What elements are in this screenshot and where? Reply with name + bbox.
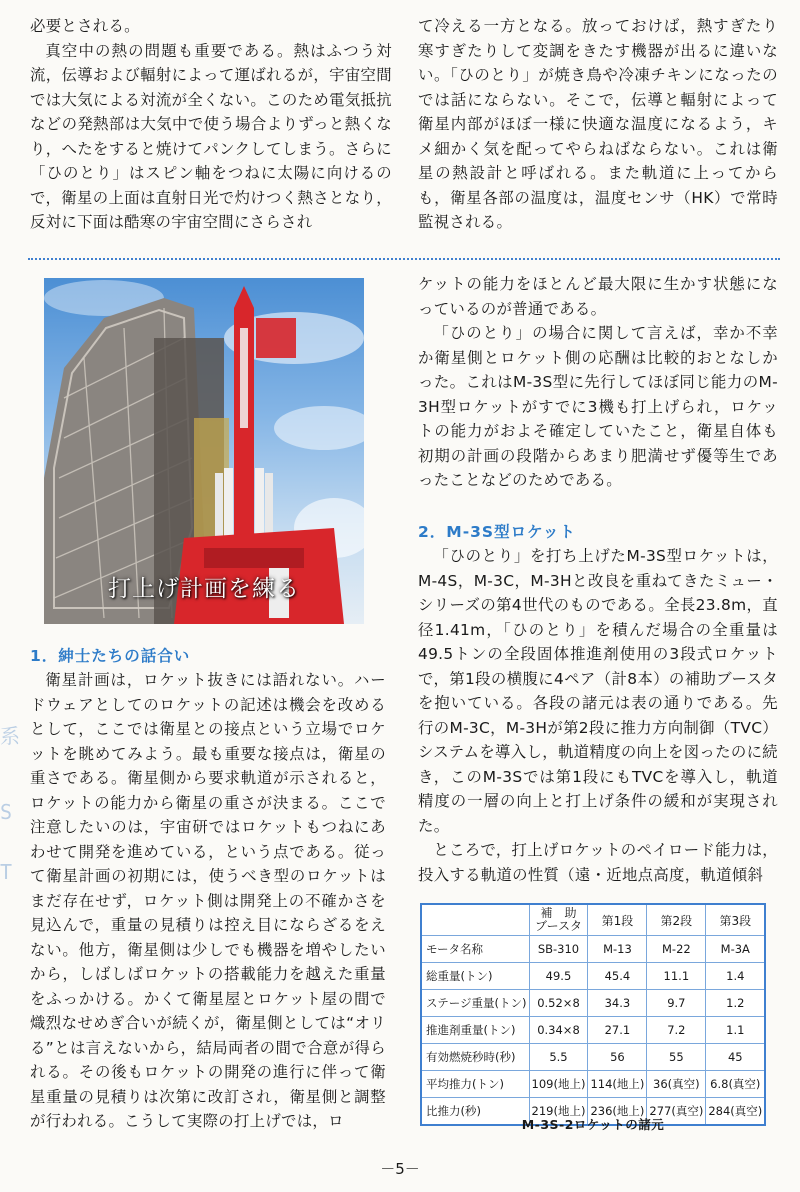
table-row	[421, 1071, 765, 1098]
paragraph: ところで，打上げロケットのペイロード能力は，投入する軌道の性質（遠・近地点高度，軌道傾斜	[418, 841, 778, 884]
table-header-row	[421, 904, 765, 936]
table-cell: 56	[588, 1044, 647, 1071]
table-cell: 36(真空)	[647, 1071, 706, 1098]
table-cell: SB-310	[529, 936, 588, 963]
section1-heading: 1．紳士たちの話合い	[30, 647, 191, 665]
launch-photo	[44, 278, 364, 624]
table-row	[421, 1017, 765, 1044]
table-cell: 7.2	[647, 1017, 706, 1044]
margin-stamp: S	[0, 800, 13, 824]
photo-caption: 打上げ計画を練る	[108, 576, 300, 602]
table-cell: 5.5	[529, 1044, 588, 1071]
table-row-label: モータ名称	[421, 936, 529, 963]
table-cell: 277(真空)	[647, 1098, 706, 1126]
table-cell: 45.4	[588, 963, 647, 990]
table-cell: M-13	[588, 936, 647, 963]
paragraph: 真空中の熱の問題も重要である。熱はふつう対流，伝導および輻射によって運ばれるが，宇宙空間では大気による対流が全くない。このため電気抵抗などの発熱部は大気中で使う場合よりずっと熱くなり，へたをすると焼けてパンクしてしまう。さらに「ひのとり」はスピン軸をつねに太陽に向けるので，衛星の上面は直射日光で灼けつく熱さとなり，反対に下面は酷寒の宇宙空間にさらされ	[30, 41, 392, 231]
table-header	[421, 904, 529, 936]
table-row	[421, 990, 765, 1017]
table-cell: 34.3	[588, 990, 647, 1017]
table-caption: M-3S-2ロケットの諸元	[521, 1117, 665, 1132]
table-row	[421, 1044, 765, 1071]
table-row-label: 総重量(トン)	[421, 963, 529, 990]
paragraph: ケットの能力をほとんど最大限に生かす状態になっているのが普通である。	[418, 275, 778, 318]
table-cell: 0.34×8	[529, 1017, 588, 1044]
dotted-divider	[28, 258, 780, 260]
table-cell: 114(地上)	[588, 1071, 647, 1098]
table-cell: 1.1	[706, 1017, 765, 1044]
table-cell: M-22	[647, 936, 706, 963]
table-row	[421, 936, 765, 963]
page-number: －5－	[380, 1160, 420, 1178]
table-cell: 55	[647, 1044, 706, 1071]
table-header: 第2段	[647, 904, 706, 936]
table-header: 第1段	[588, 904, 647, 936]
table-cell: 109(地上)	[529, 1071, 588, 1098]
paragraph: 「ひのとり」の場合に関して言えば，幸か不幸か衛星側とロケット側の応酬は比較的おとなしかった。これはM-3S型に先行してほぼ同じ能力のM-3H型ロケットがすでに3機も打上げられ，ロケットの能力がおよそ確定していたこと，衛星自体も初期の計画の段階からあまり肥満せず優等生であったことなどのためである。	[418, 324, 778, 489]
table-row-label: 推進剤重量(トン)	[421, 1017, 529, 1044]
table-cell: 1.4	[706, 963, 765, 990]
table-cell: 0.52×8	[529, 990, 588, 1017]
table-row-label: 比推力(秒)	[421, 1098, 529, 1126]
margin-stamp: T	[0, 860, 13, 884]
table-cell: M-3A	[706, 936, 765, 963]
table-header: 第3段	[706, 904, 765, 936]
paragraph: 「ひのとり」を打ち上げたM-3S型ロケットは，M-4S，M-3C，M-3Hと改良を重ねてきたミュー・シリーズの第4世代のものである。全長23.8m，直径1.41m，「ひのとり」を積んだ場合の全重量は49.5トンの全段固体推進剤使用の3段式ロケットで，第1段の横腹に4ペア（計8本）の補助ブースタを抱いている。各段の諸元は表の通りである。先行のM-3C，M-3Hが第2段に推力方向制御（TVC）システムを導入し，軌道精度の向上を図ったのに続き，このM-3Sでは第1段にもTVCを導入し，軌道精度の一層の向上と打上げ条件の緩和が実現された。	[418, 547, 778, 835]
table-cell: 9.7	[647, 990, 706, 1017]
table-row-label: ステージ重量(トン)	[421, 990, 529, 1017]
table-cell: 45	[706, 1044, 765, 1071]
table-cell: 11.1	[647, 963, 706, 990]
right-upper-column	[418, 272, 778, 493]
top-left-column	[30, 14, 392, 235]
table-cell: 1.2	[706, 990, 765, 1017]
section2-body	[418, 544, 778, 887]
paragraph: 必要とされる。	[30, 17, 140, 35]
table-header: 補 助 ブースタ	[529, 904, 588, 936]
paragraph: 衛星計画は，ロケット抜きには語れない。ハードウェアとしてのロケットの記述は機会を改めるとして，ここでは衛星との接点という立場でロケットを眺めてみよう。最も重要な接点は，衛星の重さである。衛星側から要求軌道が示されると，ロケットの能力から衛星の重さが決まる。ここで注意したいのは，宇宙研ではロケットもつねにあわせて開発を進めている，という点である。従って衛星計画の初期には，使うべき型のロケットはまだ存在せず，ロケット側は開発上の不確かさを見込んで，重量の見積りは控え目にならざるをえない。他方，衛星側は少しでも機器を増やしたいから，しばしばロケットの搭載能力を越えた重量をふっかける。かくて衛星屋とロケット屋の間で熾烈なせめぎ合いが続くが，衛星側としては“オリる”とは言えないから，結局両者の間で合意が得られる。その後もロケットの開発の進行に伴って衛星重量の見積りは次第に改訂され，衛星側と調整が行われる。こうして実際の打上げでは，ロ	[30, 671, 386, 1130]
table-row	[421, 963, 765, 990]
table-row-label: 有効燃焼秒時(秒)	[421, 1044, 529, 1071]
section2-heading: 2．M-3S型ロケット	[418, 523, 576, 541]
table-cell: 236(地上)	[588, 1098, 647, 1126]
table-cell: 219(地上)	[529, 1098, 588, 1126]
table-cell: 284(真空)	[706, 1098, 765, 1126]
table-row-label: 平均推力(トン)	[421, 1071, 529, 1098]
top-right-column	[418, 14, 778, 235]
paragraph: て冷える一方となる。放っておけば，熱すぎたり寒すぎたりして変調をきたす機器が出るに違いない。「ひのとり」が焼き鳥や冷凍チキンになったのでは話にならない。そこで，伝導と輻射によって衛星内部がほぼ一様に快適な温度になるよう，キメ細かく気を配ってやらねばならない。これは衛星の熱設計と呼ばれる。また軌道に上ってからも，衛星各部の温度は，温度センサ（HK）で常時監視される。	[418, 17, 778, 231]
table-cell: 27.1	[588, 1017, 647, 1044]
rocket-spec-table	[420, 903, 766, 1126]
section1-body	[30, 668, 386, 1134]
table-cell: 6.8(真空)	[706, 1071, 765, 1098]
margin-stamp: 系	[0, 724, 20, 748]
table-cell: 49.5	[529, 963, 588, 990]
